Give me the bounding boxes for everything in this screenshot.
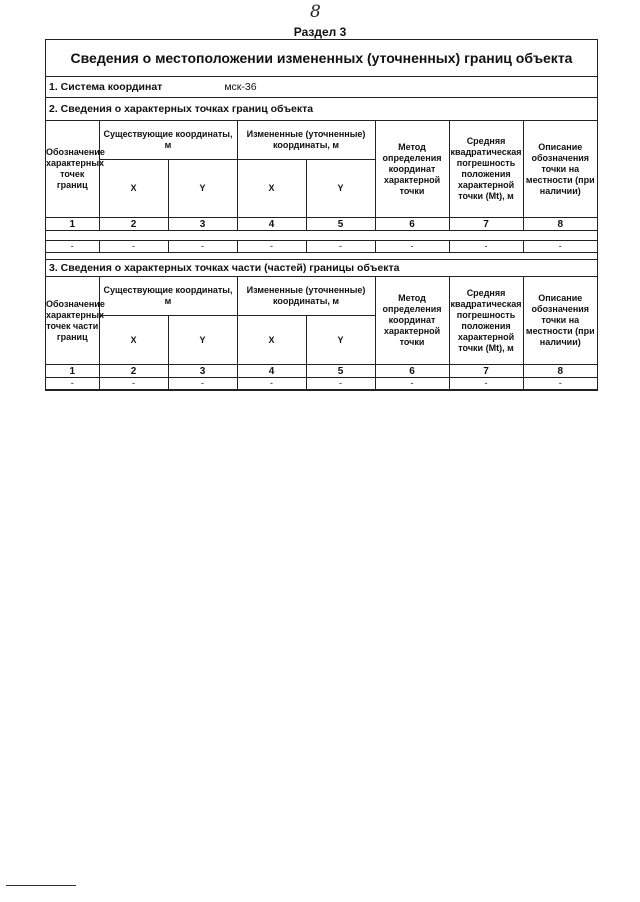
- table-cell: -: [449, 378, 523, 390]
- table-cell: -: [237, 378, 306, 390]
- doc-title: Сведения о местоположении измененных (уточненных) границ объекта: [46, 40, 597, 77]
- header-changed-y: Y: [306, 316, 375, 365]
- column-number: 5: [306, 365, 375, 378]
- header-changed-x: X: [237, 316, 306, 365]
- header-mt: Средняя квадратическая погрешность положения характерной точки (Mt), м: [449, 121, 523, 218]
- points-table: [46, 121, 597, 231]
- coord-system-row: [46, 77, 597, 98]
- points-section-heading: 2. Сведения о характерных точках границ объекта: [46, 98, 597, 121]
- header-existing-x: X: [99, 316, 168, 365]
- column-number: 2: [99, 365, 168, 378]
- table-cell: -: [168, 241, 237, 253]
- coord-system-label: 1. Система координат: [49, 81, 163, 93]
- column-number: 5: [306, 218, 375, 231]
- column-number: 2: [99, 218, 168, 231]
- table-cell: -: [306, 241, 375, 253]
- table-cell: -: [237, 241, 306, 253]
- points-data-table: [46, 241, 597, 253]
- header-existing-coords: Существующие координаты, м: [99, 121, 237, 160]
- coord-system-value: мск-36: [224, 81, 257, 93]
- table-row: [46, 378, 597, 390]
- table-cell: -: [523, 378, 597, 390]
- part-points-section-heading: 3. Сведения о характерных точках части (частей) границы объекта: [46, 260, 597, 277]
- column-numbers-row: [46, 218, 597, 231]
- header-point-designation: Обозначение характерных точек части границ: [46, 277, 99, 365]
- header-changed-coords: Измененные (уточненные) координаты, м: [237, 277, 375, 316]
- header-point-designation: Обозначение характерных точек границ: [46, 121, 99, 218]
- column-number: 3: [168, 365, 237, 378]
- table-cell: -: [46, 378, 99, 390]
- part-points-section: [46, 260, 597, 390]
- table-cell: -: [168, 378, 237, 390]
- column-number: 6: [375, 365, 449, 378]
- section-label: Раздел 3: [293, 25, 347, 39]
- table-gap: [46, 231, 597, 241]
- table-cell: -: [99, 378, 168, 390]
- header-changed-coords: Измененные (уточненные) координаты, м: [237, 121, 375, 160]
- points-section: [46, 98, 597, 260]
- footnote-divider: [6, 885, 76, 886]
- column-number: 7: [449, 365, 523, 378]
- table-cell: -: [99, 241, 168, 253]
- column-number: 3: [168, 218, 237, 231]
- part-points-table: [46, 277, 597, 390]
- header-method: Метод определения координат характерной точки: [375, 121, 449, 218]
- table-cell: -: [375, 378, 449, 390]
- table-cell: -: [46, 241, 99, 253]
- header-changed-y: Y: [306, 160, 375, 218]
- column-number: 4: [237, 218, 306, 231]
- column-number: 8: [523, 218, 597, 231]
- table-cell: -: [523, 241, 597, 253]
- document-frame: [45, 39, 598, 391]
- header-existing-y: Y: [168, 160, 237, 218]
- column-number: 4: [237, 365, 306, 378]
- header-existing-y: Y: [168, 316, 237, 365]
- header-description: Описание обозначения точки на местности (при наличии): [523, 121, 597, 218]
- page-number: 8: [310, 2, 321, 22]
- table-cell: -: [449, 241, 523, 253]
- header-mt: Средняя квадратическая погрешность положения характерной точки (Mt), м: [449, 277, 523, 365]
- header-existing-coords: Существующие координаты, м: [99, 277, 237, 316]
- column-numbers-row: [46, 365, 597, 378]
- header-description: Описание обозначения точки на местности (при наличии): [523, 277, 597, 365]
- column-number: 7: [449, 218, 523, 231]
- column-number: 1: [46, 218, 99, 231]
- header-changed-x: X: [237, 160, 306, 218]
- column-number: 8: [523, 365, 597, 378]
- table-gap: [46, 253, 597, 259]
- table-cell: -: [375, 241, 449, 253]
- table-cell: -: [306, 378, 375, 390]
- column-number: 6: [375, 218, 449, 231]
- table-row: [46, 241, 597, 253]
- header-method: Метод определения координат характерной точки: [375, 277, 449, 365]
- header-existing-x: X: [99, 160, 168, 218]
- column-number: 1: [46, 365, 99, 378]
